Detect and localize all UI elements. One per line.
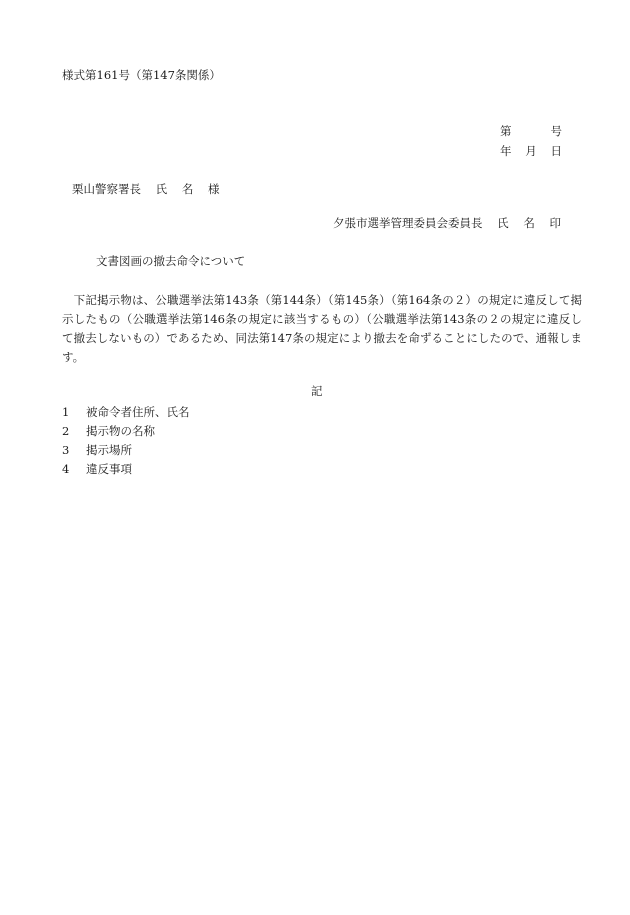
sender-name-label-1: 氏 (497, 216, 509, 230)
list-item-number: 2 (62, 423, 70, 438)
date-day: 日 (550, 144, 562, 158)
body-paragraph: 下記掲示物は、公職選挙法第143条（第144条）（第145条）（第164条の２）の規定に違反して掲示したもの（公職選挙法第146条の規定に該当するもの）（公職選挙法第143条の２の規定に違反して撤去しないもの）であるため、同法第147条の規定により撤去を命ずることにしたので、通報します。 (62, 293, 582, 364)
form-number: 様式第161号（第147条関係） (62, 68, 221, 82)
list-item (62, 422, 190, 441)
recipient-name-label-2: 名 (181, 182, 194, 196)
list-item-label: 掲示物の名称 (86, 423, 155, 438)
list-item-label: 違反事項 (86, 461, 132, 476)
sender-name-label-2: 名 (523, 216, 535, 230)
sender-title: 夕張市選挙管理委員会委員長 (333, 216, 483, 230)
sender-seal: 印 (549, 216, 561, 230)
list-item-number: 3 (62, 442, 70, 457)
list-item-label: 被命令者住所、氏名 (86, 404, 190, 419)
sender-line (333, 216, 561, 232)
recipient-name-label-1: 氏 (155, 182, 168, 196)
record-heading: 記 (311, 384, 323, 398)
date-line (500, 144, 562, 160)
doc-number-prefix: 第 (500, 124, 512, 138)
list-item-number: 1 (62, 404, 70, 419)
document-number-line (500, 124, 562, 140)
date-month: 月 (525, 144, 537, 158)
recipient-title: 栗山警察署長 (72, 182, 141, 196)
recipient-line (72, 182, 230, 198)
doc-number-suffix: 号 (550, 124, 562, 138)
date-year: 年 (500, 144, 512, 158)
list-item-label: 掲示場所 (86, 442, 132, 457)
list-item (62, 460, 190, 479)
recipient-honorific: 様 (207, 182, 220, 196)
list-item (62, 403, 190, 422)
item-list (62, 403, 190, 479)
subject-line: 文書図画の撤去命令について (96, 254, 246, 268)
list-item-number: 4 (62, 461, 70, 476)
list-item (62, 441, 190, 460)
